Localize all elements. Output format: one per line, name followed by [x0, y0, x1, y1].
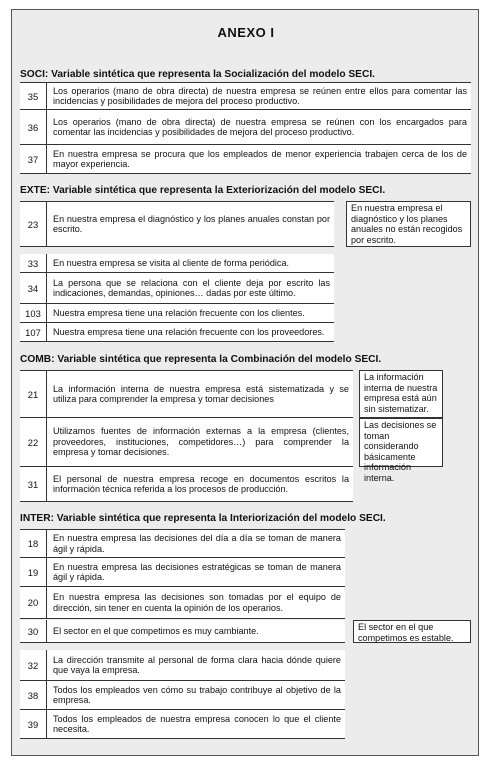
table-row — [20, 418, 353, 467]
item-text: En nuestra empresa las decisiones son tomadas por el equipo de dirección, sin tener en cuenta la opinión de los operarios. — [53, 592, 341, 613]
table-row — [20, 145, 471, 174]
item-number: 21 — [20, 371, 47, 417]
table-row — [20, 370, 353, 418]
section-title-inter: INTER: Variable sintética que representa la Interiorización del modelo SECI. — [20, 513, 386, 524]
section-note: En nuestra empresa el diagnóstico y los planes anuales no están recogidos por escrito. — [346, 201, 471, 247]
table-row — [20, 273, 334, 304]
table-row — [20, 323, 334, 342]
item-text: Nuestra empresa tiene una relación frecuente con los proveedores. — [53, 326, 325, 337]
section-title-soci: SOCI: Variable sintética que representa la Socialización del modelo SECI. — [20, 69, 375, 80]
item-number: 34 — [20, 273, 47, 303]
table-row — [20, 587, 345, 619]
item-number: 33 — [20, 254, 47, 272]
table-row — [20, 467, 353, 502]
item-number: 20 — [20, 587, 47, 618]
item-number: 103 — [20, 304, 47, 322]
section-note: La información interna de nuestra empresa está aún sin sistematizar. — [359, 370, 443, 418]
item-number: 32 — [20, 650, 47, 680]
table-row — [20, 620, 345, 643]
item-text: Todos los empleados de nuestra empresa conocen lo que el cliente necesita. — [53, 713, 341, 734]
table-row — [20, 254, 334, 273]
item-number: 19 — [20, 558, 47, 586]
item-text: En nuestra empresa se procura que los empleados de menor experiencia trabajen cerca de los de mayor experiencia. — [53, 148, 467, 169]
table-row — [20, 82, 471, 110]
section-note: Las decisiones se toman considerando básicamente información interna. — [359, 418, 443, 467]
item-number: 39 — [20, 710, 47, 738]
item-text: Los operarios (mano de obra directa) de nuestra empresa se reúnen entre ellos para comentar las incidencias y posibilidades de mejora del proceso productivo. — [53, 85, 467, 106]
item-number: 30 — [20, 620, 47, 642]
item-number: 35 — [20, 83, 47, 109]
item-number: 37 — [20, 145, 47, 173]
table-row — [20, 304, 334, 323]
section-title-exte: EXTE: Variable sintética que representa la Exteriorización del modelo SECI. — [20, 185, 386, 196]
item-number: 18 — [20, 530, 47, 557]
item-text: La dirección transmite al personal de forma clara hacia dónde quiere que vaya la empresa. — [53, 654, 341, 675]
section-note: El sector en el que competimos es estable. — [353, 620, 471, 643]
item-number: 31 — [20, 467, 47, 501]
item-number: 22 — [20, 418, 47, 466]
table-row — [20, 650, 345, 681]
item-text: En nuestra empresa se visita al cliente de forma periódica. — [53, 257, 290, 268]
table-row — [20, 201, 334, 247]
item-text: Nuestra empresa tiene una relación frecuente con los clientes. — [53, 307, 305, 318]
table-row — [20, 110, 471, 145]
item-text: El personal de nuestra empresa recoge en documentos escritos la información técnica referida a los procesos de producción. — [53, 473, 349, 494]
item-text: El sector en el que competimos es muy cambiante. — [53, 625, 259, 636]
item-number: 23 — [20, 202, 47, 246]
item-text: La información interna de nuestra empresa está sistematizada y se utiliza para comprender la empresa y tomar decisiones — [53, 383, 349, 404]
page-title: ANEXO I — [217, 25, 275, 40]
item-text: En nuestra empresa el diagnóstico y los planes anuales constan por escrito. — [53, 213, 330, 234]
table-row — [20, 529, 345, 558]
item-text: Todos los empleados ven cómo su trabajo contribuye al objetivo de la empresa. — [53, 684, 341, 705]
section-title-comb: COMB: Variable sintética que representa la Combinación del modelo SECI. — [20, 354, 382, 365]
item-number: 36 — [20, 110, 47, 144]
table-row — [20, 558, 345, 587]
table-row — [20, 710, 345, 739]
item-text: Utilizamos fuentes de información externas a la empresa (clientes, proveedores, instituciones, competidores…) para comprender la empresa y tomar decisiones. — [53, 426, 349, 458]
item-text: En nuestra empresa las decisiones del día a día se toman de manera ágil y rápida. — [53, 533, 341, 554]
annex-frame — [11, 9, 479, 756]
item-text: Los operarios (mano de obra directa) de nuestra empresa se reúnen con los encargados para comentar las incidencias y posibilidades de mejora del proceso productivo. — [53, 116, 467, 137]
item-number: 38 — [20, 681, 47, 709]
item-number: 107 — [20, 323, 47, 341]
item-text: La persona que se relaciona con el cliente deja por escrito las indicaciones, demandas, opiniones… dadas por este último. — [53, 277, 330, 298]
item-text: En nuestra empresa las decisiones estratégicas se toman de manera ágil y rápida. — [53, 561, 341, 582]
table-row — [20, 681, 345, 710]
